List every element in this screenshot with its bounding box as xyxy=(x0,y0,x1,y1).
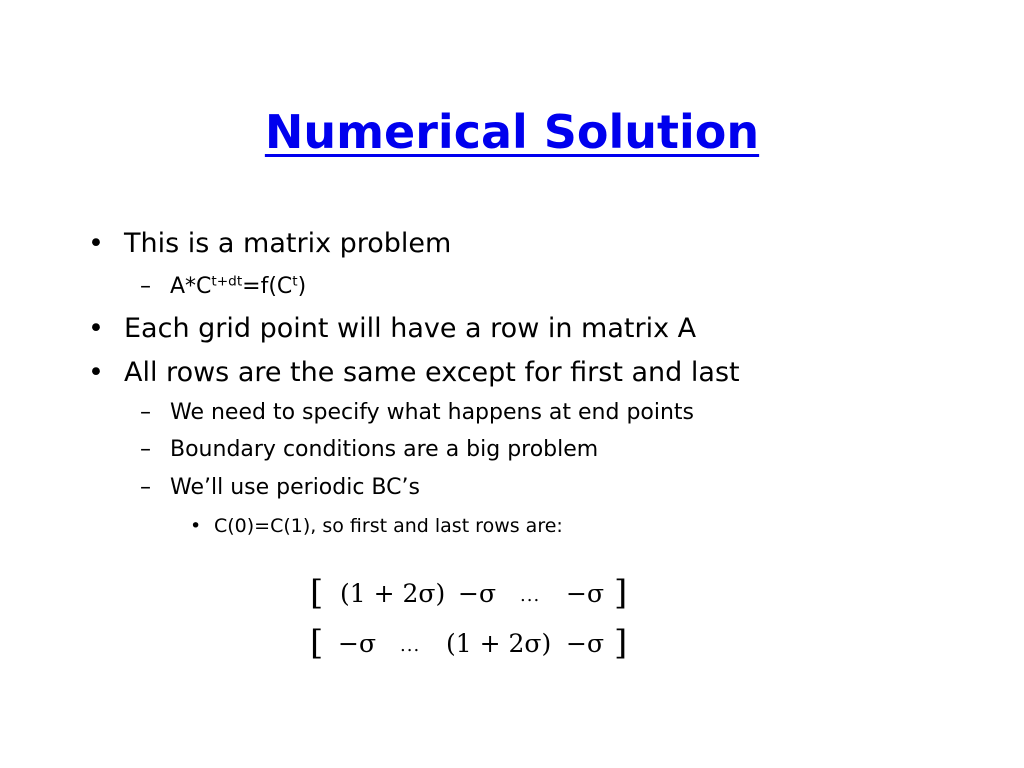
matrix-close-bracket: ] xyxy=(614,623,628,663)
matrix-ellipsis: ... xyxy=(400,635,421,656)
matrix-rows xyxy=(308,575,638,671)
matrix-cell: −σ xyxy=(566,629,605,658)
sub-bullet-text: We’ll use periodic BC’s xyxy=(170,475,420,500)
matrix-open-bracket: [ xyxy=(310,623,324,663)
bullet-text: This is a matrix problem xyxy=(124,228,452,259)
sub-bullet-marker: – xyxy=(140,274,151,299)
equation-text xyxy=(170,272,306,302)
bullet-marker: • xyxy=(88,357,104,388)
sub-sub-bullet-marker: • xyxy=(190,515,202,537)
matrix-cell: (1 + 2σ) xyxy=(340,579,446,608)
sub-bullet-text: Boundary conditions are a big problem xyxy=(170,437,599,462)
equation-part: =f(C xyxy=(242,274,293,299)
matrix-row-last xyxy=(308,625,638,669)
matrix-row-first xyxy=(308,575,638,619)
matrix-ellipsis: ... xyxy=(520,585,541,606)
sub-sub-bullet-text: C(0)=C(1), so first and last rows are: xyxy=(214,515,563,537)
bullet-text: All rows are the same except for first and last xyxy=(124,357,740,388)
matrix-cell: (1 + 2σ) xyxy=(446,629,552,658)
matrix-open-bracket: [ xyxy=(310,573,324,613)
equation-superscript: t+dt xyxy=(211,273,243,290)
matrix-cell: −σ xyxy=(338,629,377,658)
equation-superscript: t xyxy=(292,273,298,290)
slide-title: Numerical Solution xyxy=(264,105,760,159)
matrix-cell: −σ xyxy=(566,579,605,608)
sub-bullet-marker: – xyxy=(140,437,151,462)
matrix-cell: −σ xyxy=(458,579,497,608)
sub-bullet-marker: – xyxy=(140,400,151,425)
matrix-close-bracket: ] xyxy=(614,573,628,613)
sub-bullet-marker: – xyxy=(140,475,151,500)
equation-part: ) xyxy=(297,274,307,299)
equation-part: A*C xyxy=(170,274,212,299)
bullet-marker: • xyxy=(88,228,104,259)
bullet-text: Each grid point will have a row in matrix A xyxy=(124,313,697,344)
sub-bullet-text: We need to specify what happens at end points xyxy=(170,400,695,425)
bullet-marker: • xyxy=(88,313,104,344)
